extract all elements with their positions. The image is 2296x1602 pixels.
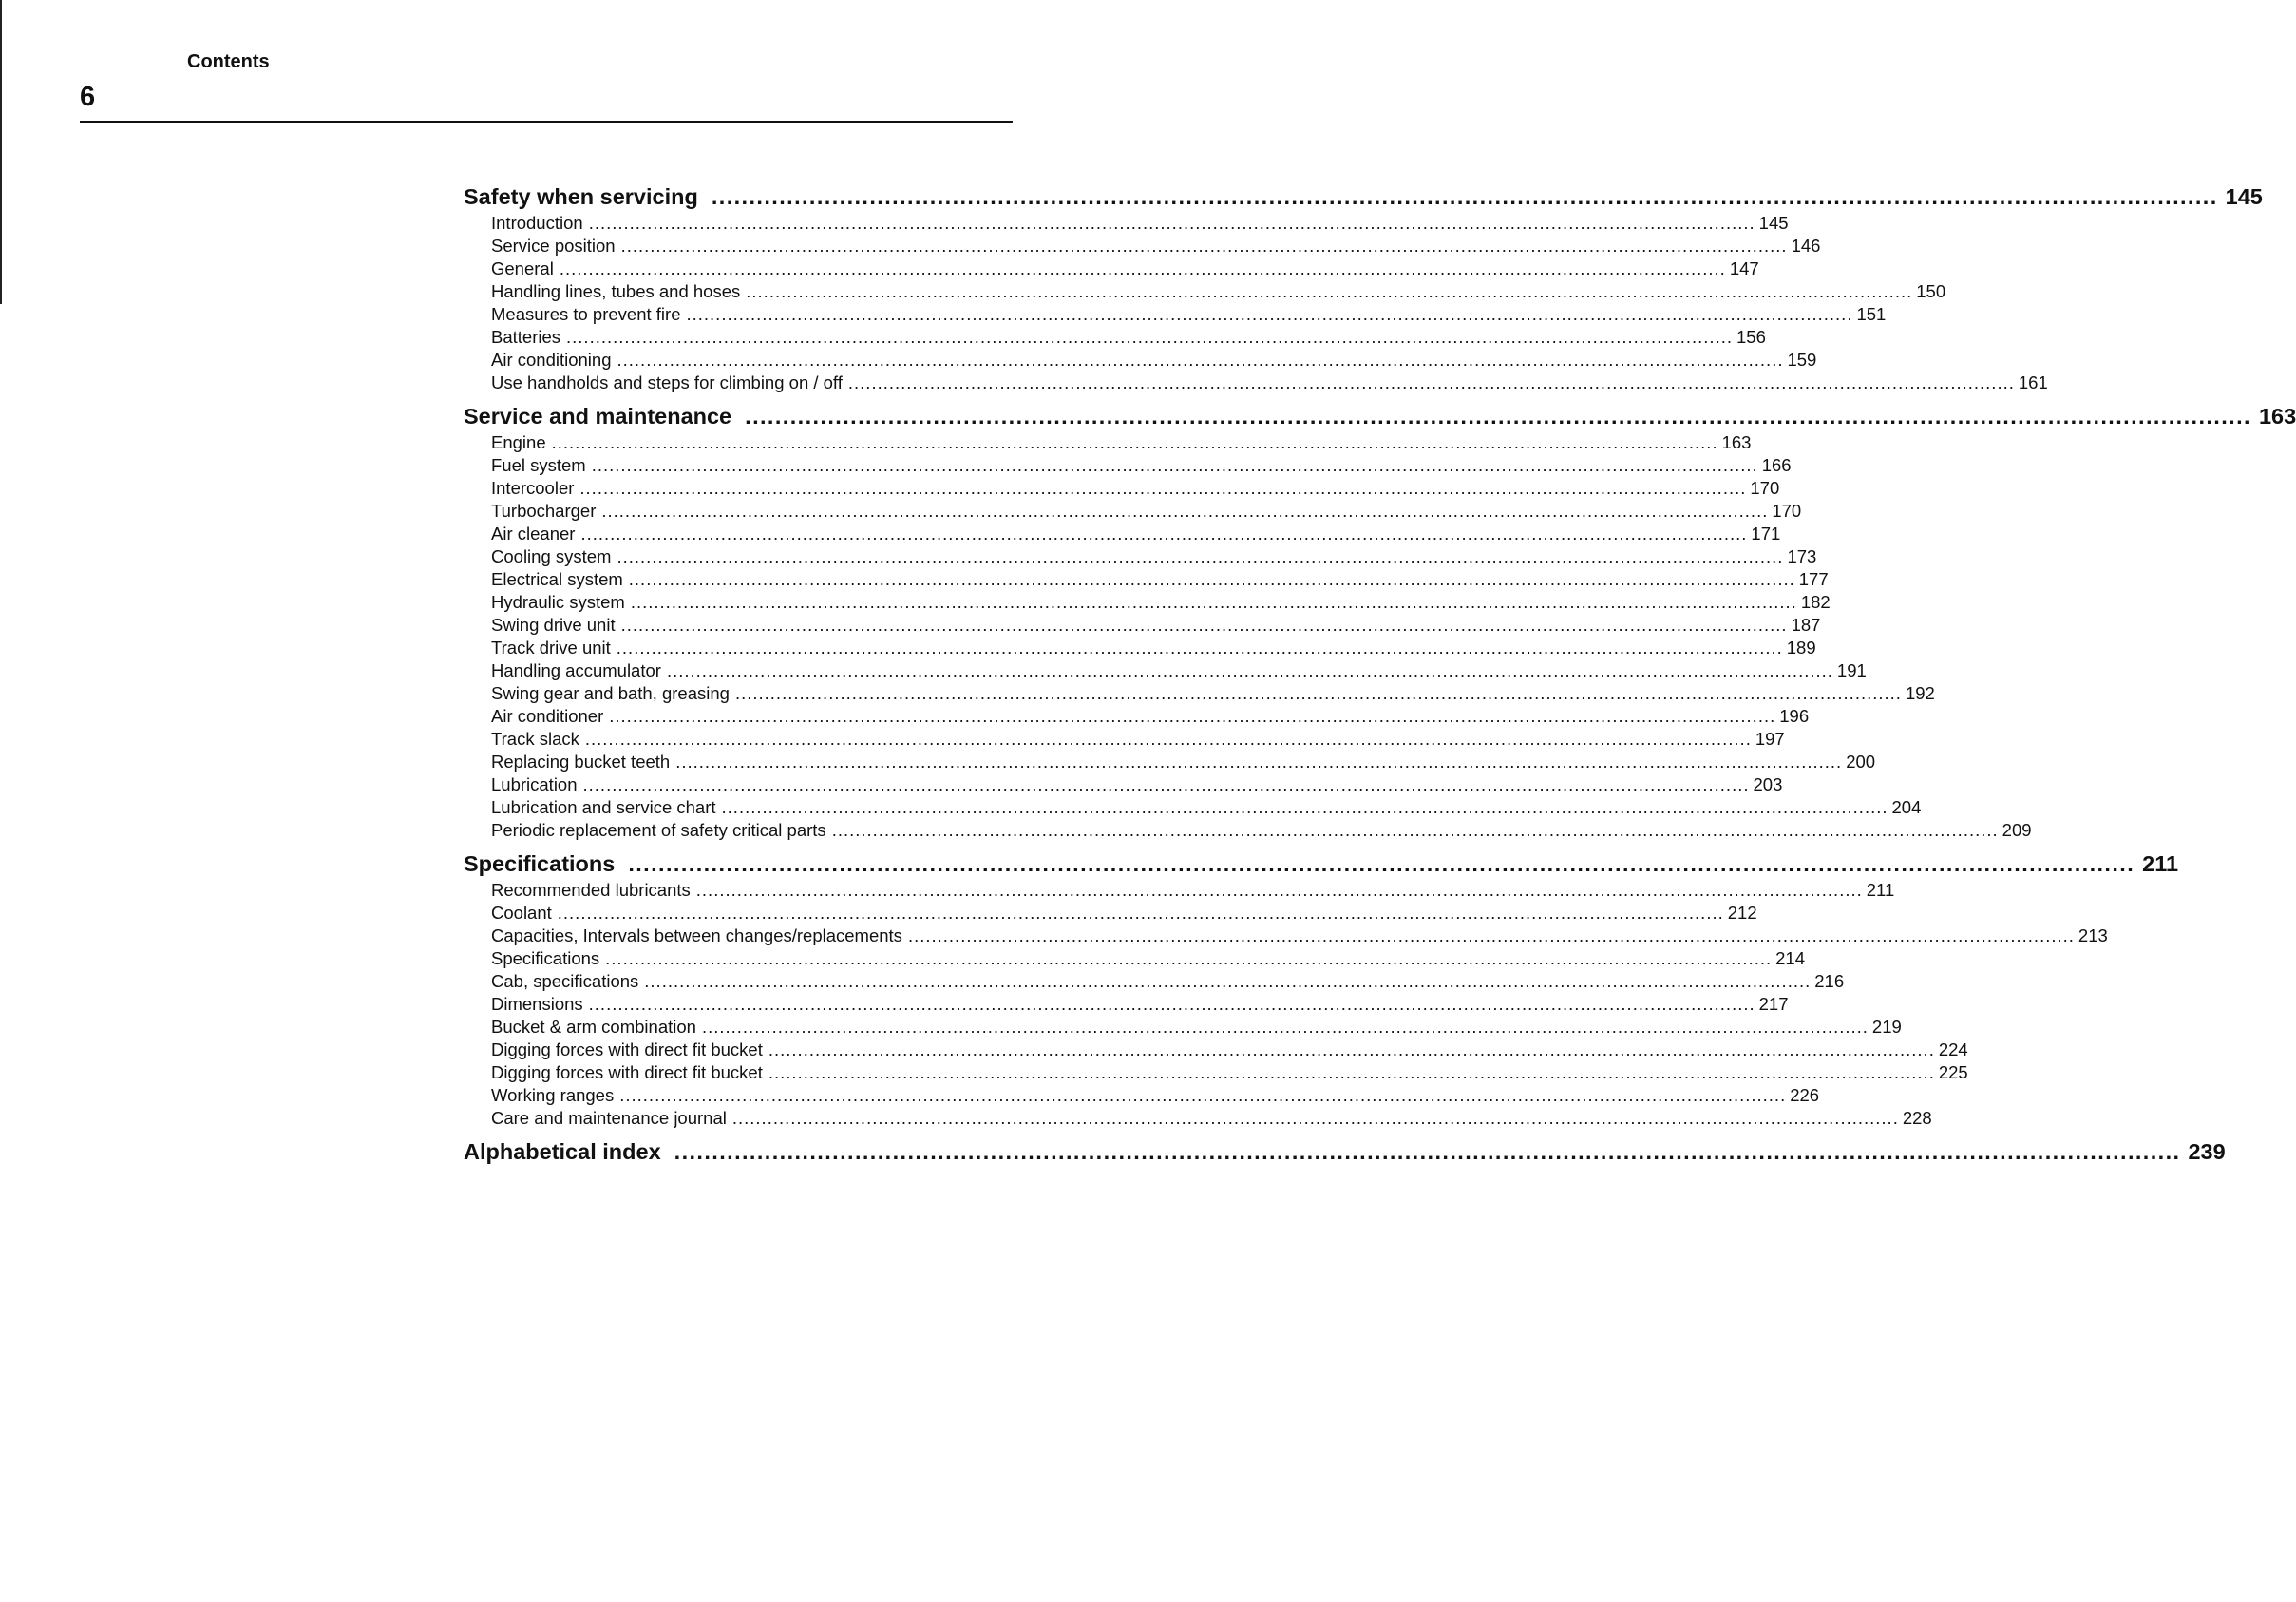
entry-page-number: 171 (1751, 524, 1781, 544)
dot-leader: ........................................................................................................................................................................................................ (675, 752, 1843, 772)
toc-entry[interactable] (464, 235, 1821, 257)
entry-page-number: 177 (1798, 569, 1829, 589)
entry-title: Capacities, Intervals between changes/replacements (491, 925, 902, 945)
entry-title: Intercooler (491, 478, 575, 498)
toc-entry[interactable] (464, 947, 1806, 970)
dot-leader: ........................................................................................................................................................................................................ (609, 706, 1776, 726)
entry-title: Care and maintenance journal (491, 1108, 727, 1128)
section-title: Safety when servicing (464, 184, 698, 209)
entry-page-number: 225 (1938, 1062, 1968, 1082)
entry-title: Digging forces with direct fit bucket (491, 1039, 763, 1059)
entry-page-number: 161 (2018, 372, 2048, 392)
entry-page-number: 203 (1753, 774, 1783, 794)
entry-page-number: 146 (1791, 236, 1821, 256)
toc-entry[interactable] (464, 568, 1829, 591)
dot-leader: ........................................................................................................................................................................................................ (588, 994, 1755, 1014)
entry-title: Air cleaner (491, 524, 576, 544)
entry-title: Swing drive unit (491, 615, 616, 635)
entry-title: Use handholds and steps for climbing on / off (491, 372, 843, 392)
entry-title: Cooling system (491, 546, 612, 566)
section-page-number: 163 (2258, 404, 2296, 429)
dot-leader: ........................................................................................................................................................................................................ (619, 1085, 1787, 1105)
toc-section (464, 402, 2296, 842)
dot-leader: ........................................................................................................................................................................................................ (746, 281, 1913, 301)
dot-leader: ........................................................................................................................................................................................................ (907, 925, 2075, 945)
entry-page-number: 192 (1905, 683, 1935, 703)
entry-title: Dimensions (491, 994, 583, 1014)
dot-leader: ........................................................................................................................................................................................................ (580, 524, 1748, 544)
dot-leader: ........................................................................................................................................................................................................ (591, 455, 1758, 475)
toc-entry[interactable] (464, 1039, 1968, 1061)
dot-leader: ........................................................................................................................................................................................................ (559, 258, 1726, 278)
dot-leader: ........................................................................................................................................................................................................ (731, 1108, 1899, 1128)
dot-leader: ........................................................................................................................................................................................................ (711, 184, 2218, 209)
entry-title: Turbocharger (491, 501, 597, 521)
dot-leader: ........................................................................................................................................................................................................ (616, 638, 1783, 658)
section-title: Specifications (464, 851, 616, 876)
page-number: 6 (80, 82, 96, 112)
toc-entry[interactable] (464, 705, 1810, 728)
toc-entry[interactable] (464, 591, 1831, 614)
entry-title: Lubrication and service chart (491, 797, 716, 817)
section-title: Alphabetical index (464, 1139, 661, 1164)
entry-title: Recommended lubricants (491, 880, 691, 900)
section-title: Service and maintenance (464, 404, 732, 429)
toc-entry[interactable] (464, 773, 1783, 796)
dot-leader: ........................................................................................................................................................................................................ (674, 1139, 2181, 1164)
entry-title: Hydraulic system (491, 592, 625, 612)
entry-page-number: 228 (1902, 1108, 1932, 1128)
toc-entry[interactable] (464, 728, 1785, 751)
table-of-contents (464, 182, 2296, 1174)
toc-entry[interactable] (464, 477, 1780, 500)
entry-page-number: 173 (1787, 546, 1817, 566)
entry-page-number: 226 (1790, 1085, 1820, 1105)
toc-entry[interactable] (464, 970, 1845, 993)
dot-leader: ........................................................................................................................................................................................................ (620, 236, 1788, 256)
entry-page-number: 209 (2002, 820, 2032, 840)
dot-leader: ........................................................................................................................................................................................................ (686, 304, 1853, 324)
entry-title: Swing gear and bath, greasing (491, 683, 730, 703)
dot-leader: ........................................................................................................................................................................................................ (617, 350, 1784, 370)
entry-page-number: 147 (1729, 258, 1759, 278)
toc-entry[interactable] (464, 682, 1935, 705)
entry-title: Replacing bucket teeth (491, 752, 671, 772)
dot-leader: ........................................................................................................................................................................................................ (644, 971, 1812, 991)
entry-title: Introduction (491, 213, 583, 233)
dot-leader: ........................................................................................................................................................................................................ (721, 797, 1888, 817)
toc-section (464, 182, 2263, 394)
entry-title: Track slack (491, 729, 579, 749)
dot-leader: ........................................................................................................................................................................................................ (601, 501, 1769, 521)
entry-page-number: 189 (1786, 638, 1816, 658)
entry-page-number: 166 (1761, 455, 1792, 475)
toc-section (464, 849, 2179, 1130)
entry-page-number: 224 (1938, 1039, 1968, 1059)
dot-leader: ........................................................................................................................................................................................................ (768, 1039, 1935, 1059)
entry-title: Bucket & arm combination (491, 1017, 696, 1037)
section-page-number: 239 (2188, 1139, 2226, 1164)
toc-entry[interactable] (464, 637, 1816, 659)
toc-entry[interactable] (464, 796, 1922, 819)
dot-leader: ........................................................................................................................................................................................................ (566, 327, 1733, 347)
entry-page-number: 182 (1800, 592, 1831, 612)
toc-entry[interactable] (464, 280, 1946, 303)
entry-title: Fuel system (491, 455, 586, 475)
running-head-title: Contents (187, 51, 270, 72)
entry-page-number: 212 (1727, 903, 1757, 923)
entry-page-number: 170 (1772, 501, 1802, 521)
entry-title: Air conditioner (491, 706, 604, 726)
entry-page-number: 187 (1791, 615, 1821, 635)
entry-title: Track drive unit (491, 638, 611, 658)
toc-entry[interactable] (464, 879, 1895, 902)
dot-leader: ........................................................................................................................................................................................................ (847, 372, 2015, 392)
toc-entry[interactable] (464, 614, 1821, 637)
entry-page-number: 150 (1916, 281, 1946, 301)
toc-section-heading[interactable] (464, 402, 2296, 431)
toc-entry[interactable] (464, 819, 2032, 842)
entry-title: Specifications (491, 948, 600, 968)
toc-entry[interactable] (464, 993, 1789, 1016)
entry-title: Batteries (491, 327, 561, 347)
toc-entry[interactable] (464, 1084, 1820, 1107)
dot-leader: ........................................................................................................................................................................................................ (551, 432, 1718, 452)
entry-page-number: 200 (1846, 752, 1876, 772)
section-page-number: 145 (2225, 184, 2263, 209)
entry-title: Engine (491, 432, 546, 452)
toc-entry[interactable] (464, 925, 2108, 947)
toc-entry[interactable] (464, 257, 1759, 280)
entry-page-number: 219 (1871, 1017, 1902, 1037)
entry-title: Lubrication (491, 774, 578, 794)
entry-page-number: 213 (2078, 925, 2108, 945)
toc-entry[interactable] (464, 303, 1887, 326)
entry-title: Electrical system (491, 569, 623, 589)
entry-page-number: 159 (1787, 350, 1817, 370)
dot-leader: ........................................................................................................................................................................................................ (620, 615, 1788, 635)
entry-title: Service position (491, 236, 616, 256)
entry-page-number: 163 (1721, 432, 1752, 452)
dot-leader: ........................................................................................................................................................................................................ (768, 1062, 1935, 1082)
entry-title: Air conditioning (491, 350, 612, 370)
toc-section-heading[interactable] (464, 849, 2179, 879)
entry-page-number: 151 (1856, 304, 1887, 324)
entry-page-number: 216 (1814, 971, 1845, 991)
entry-page-number: 217 (1758, 994, 1789, 1014)
entry-page-number: 214 (1775, 948, 1806, 968)
section-page-number: 211 (2142, 851, 2179, 876)
entry-title: Working ranges (491, 1085, 615, 1105)
toc-entry[interactable] (464, 545, 1817, 568)
entry-page-number: 197 (1755, 729, 1785, 749)
entry-title: Handling lines, tubes and hoses (491, 281, 741, 301)
toc-entry[interactable] (464, 1107, 1932, 1130)
dot-leader: ........................................................................................................................................................................................................ (605, 948, 1773, 968)
dot-leader: ........................................................................................................................................................................................................ (734, 683, 1902, 703)
page-left-edge-rule (0, 0, 2, 304)
entry-title: Measures to prevent fire (491, 304, 681, 324)
dot-leader: ........................................................................................................................................................................................................ (701, 1017, 1869, 1037)
dot-leader: ........................................................................................................................................................................................................ (557, 903, 1724, 923)
toc-entry[interactable] (464, 902, 1757, 925)
toc-entry[interactable] (464, 372, 2048, 394)
toc-entry[interactable] (464, 659, 1867, 682)
toc-entry[interactable] (464, 212, 1789, 235)
dot-leader: ........................................................................................................................................................................................................ (745, 404, 2251, 429)
entry-page-number: 204 (1891, 797, 1922, 817)
toc-section-heading[interactable] (464, 182, 2263, 212)
toc-entry[interactable] (464, 751, 1876, 773)
dot-leader: ........................................................................................................................................................................................................ (831, 820, 1999, 840)
entry-page-number: 196 (1779, 706, 1810, 726)
toc-entry[interactable] (464, 1061, 1968, 1084)
entry-title: Handling accumulator (491, 660, 661, 680)
dot-leader: ........................................................................................................................................................................................................ (588, 213, 1755, 233)
header-divider (80, 121, 1013, 123)
entry-page-number: 145 (1758, 213, 1789, 233)
dot-leader: ........................................................................................................................................................................................................ (695, 880, 1863, 900)
toc-entry[interactable] (464, 523, 1781, 545)
entry-page-number: 156 (1736, 327, 1766, 347)
toc-entry[interactable] (464, 431, 1752, 454)
toc-section-heading[interactable] (464, 1137, 2226, 1167)
entry-title: Coolant (491, 903, 552, 923)
dot-leader: ........................................................................................................................................................................................................ (617, 546, 1784, 566)
toc-entry[interactable] (464, 1016, 1902, 1039)
entry-page-number: 170 (1750, 478, 1780, 498)
entry-page-number: 191 (1836, 660, 1867, 680)
toc-entry[interactable] (464, 349, 1817, 372)
entry-title: Cab, specifications (491, 971, 639, 991)
entry-title: Periodic replacement of safety critical parts (491, 820, 826, 840)
dot-leader: ........................................................................................................................................................................................................ (628, 851, 2135, 876)
toc-section (464, 1137, 2226, 1167)
entry-page-number: 211 (1866, 880, 1895, 900)
dot-leader: ........................................................................................................................................................................................................ (579, 478, 1747, 498)
dot-leader: ........................................................................................................................................................................................................ (582, 774, 1750, 794)
dot-leader: ........................................................................................................................................................................................................ (630, 592, 1797, 612)
dot-leader: ........................................................................................................................................................................................................ (584, 729, 1752, 749)
dot-leader: ........................................................................................................................................................................................................ (628, 569, 1795, 589)
toc-entry[interactable] (464, 326, 1766, 349)
toc-entry[interactable] (464, 500, 1802, 523)
entry-title: General (491, 258, 554, 278)
toc-entry[interactable] (464, 454, 1792, 477)
dot-leader: ........................................................................................................................................................................................................ (666, 660, 1833, 680)
entry-title: Digging forces with direct fit bucket (491, 1062, 763, 1082)
